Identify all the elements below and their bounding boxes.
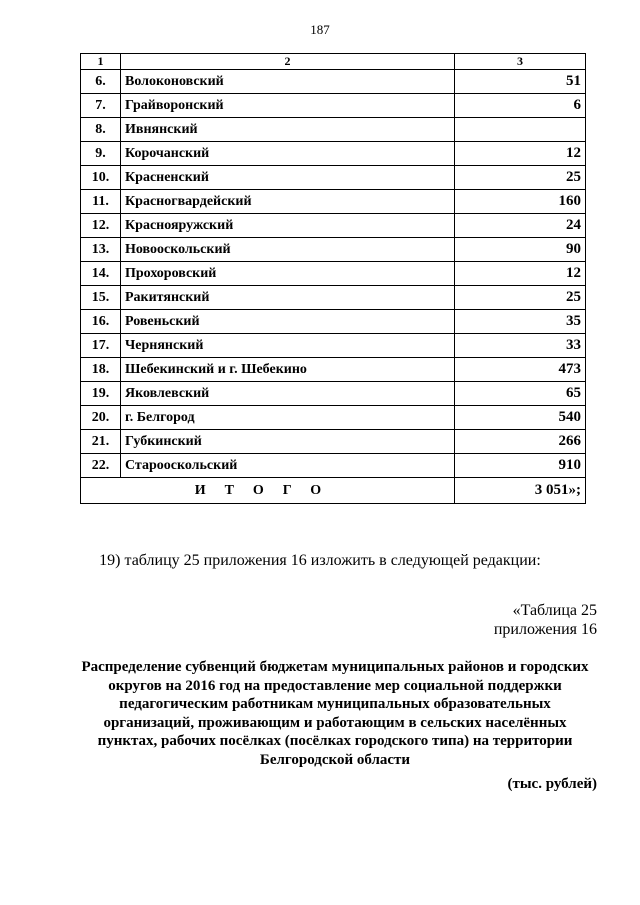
row-number: 8.	[81, 118, 121, 142]
table-row	[81, 190, 586, 214]
title-line: Белгородской области	[259, 751, 411, 768]
document-title	[80, 658, 590, 769]
district-name: Ракитянский	[121, 286, 455, 310]
district-name: Корочанский	[121, 142, 455, 166]
row-number: 15.	[81, 286, 121, 310]
subvention-value: 51	[455, 70, 586, 94]
table-row	[81, 262, 586, 286]
table-row	[81, 238, 586, 262]
table-row	[81, 454, 586, 478]
subvention-value: 12	[455, 262, 586, 286]
district-name: Яковлевский	[121, 382, 455, 406]
subvention-value: 35	[455, 310, 586, 334]
subvention-value: 90	[455, 238, 586, 262]
subvention-value: 25	[455, 166, 586, 190]
title-line: пунктах, рабочих посёлках (посёлках городского типа) на территории	[97, 733, 573, 749]
table-row	[81, 142, 586, 166]
table-row	[81, 70, 586, 94]
table-row	[81, 358, 586, 382]
district-name: Красногвардейский	[121, 190, 455, 214]
row-number: 9.	[81, 142, 121, 166]
row-number: 6.	[81, 70, 121, 94]
subvention-value: 24	[455, 214, 586, 238]
district-name: Новооскольский	[121, 238, 455, 262]
district-name: Прохоровский	[121, 262, 455, 286]
row-number: 22.	[81, 454, 121, 478]
subvention-value: 266	[455, 430, 586, 454]
district-name: Грайворонский	[121, 94, 455, 118]
table-row	[81, 406, 586, 430]
row-number: 17.	[81, 334, 121, 358]
district-name: Старооскольский	[121, 454, 455, 478]
row-number: 13.	[81, 238, 121, 262]
table-row	[81, 430, 586, 454]
row-number: 14.	[81, 262, 121, 286]
total-label: ИТОГО	[81, 478, 455, 504]
row-number: 18.	[81, 358, 121, 382]
district-name: Губкинский	[121, 430, 455, 454]
subvention-value: 12	[455, 142, 586, 166]
column-header: 2	[121, 54, 455, 70]
district-name: Краснояружский	[121, 214, 455, 238]
title-line: организаций, проживающим и работающим в сельских населённых	[103, 714, 567, 731]
district-name: Шебекинский и г. Шебекино	[121, 358, 455, 382]
table-row	[81, 286, 586, 310]
subvention-value: 6	[455, 94, 586, 118]
subvention-value: 65	[455, 382, 586, 406]
page-number: 187	[310, 22, 330, 37]
table-header-row	[81, 54, 586, 70]
district-name: Чернянский	[121, 334, 455, 358]
row-number: 12.	[81, 214, 121, 238]
district-name: Ивнянский	[121, 118, 455, 142]
subvention-table	[80, 53, 586, 504]
table-row	[81, 94, 586, 118]
subvention-value: 540	[455, 406, 586, 430]
table-row	[81, 118, 586, 142]
title-line: округов на 2016 год на предоставление мер социальной поддержки	[108, 677, 562, 694]
units-label: (тыс. рублей)	[507, 776, 597, 792]
title-line: Распределение субвенций бюджетам муниципальных районов и городских	[81, 659, 589, 675]
row-number: 16.	[81, 310, 121, 334]
subvention-value	[455, 118, 586, 142]
title-line: педагогическим работникам муниципальных образовательных	[119, 696, 551, 712]
subvention-value: 33	[455, 334, 586, 358]
row-number: 21.	[81, 430, 121, 454]
district-name: Волоконовский	[121, 70, 455, 94]
table-row	[81, 214, 586, 238]
table-reference	[494, 601, 597, 639]
district-name: г. Белгород	[121, 406, 455, 430]
row-number: 11.	[81, 190, 121, 214]
row-number: 10.	[81, 166, 121, 190]
table-row	[81, 310, 586, 334]
subvention-value: 25	[455, 286, 586, 310]
row-number: 19.	[81, 382, 121, 406]
subvention-value: 473	[455, 358, 586, 382]
district-name: Ровеньский	[121, 310, 455, 334]
row-number: 7.	[81, 94, 121, 118]
column-header: 1	[81, 54, 121, 70]
total-value: 3 051»;	[455, 478, 586, 504]
table-reference-line: «Таблица 25	[512, 602, 597, 619]
table-row	[81, 166, 586, 190]
table-reference-line: приложения 16	[493, 621, 597, 638]
subvention-value: 160	[455, 190, 586, 214]
table-row	[81, 382, 586, 406]
column-header: 3	[455, 54, 586, 70]
subvention-value: 910	[455, 454, 586, 478]
table-row	[81, 334, 586, 358]
total-row	[81, 478, 586, 504]
instruction-text: 19) таблицу 25 приложения 16 изложить в следующей редакции:	[99, 552, 541, 569]
row-number: 20.	[81, 406, 121, 430]
district-name: Красненский	[121, 166, 455, 190]
